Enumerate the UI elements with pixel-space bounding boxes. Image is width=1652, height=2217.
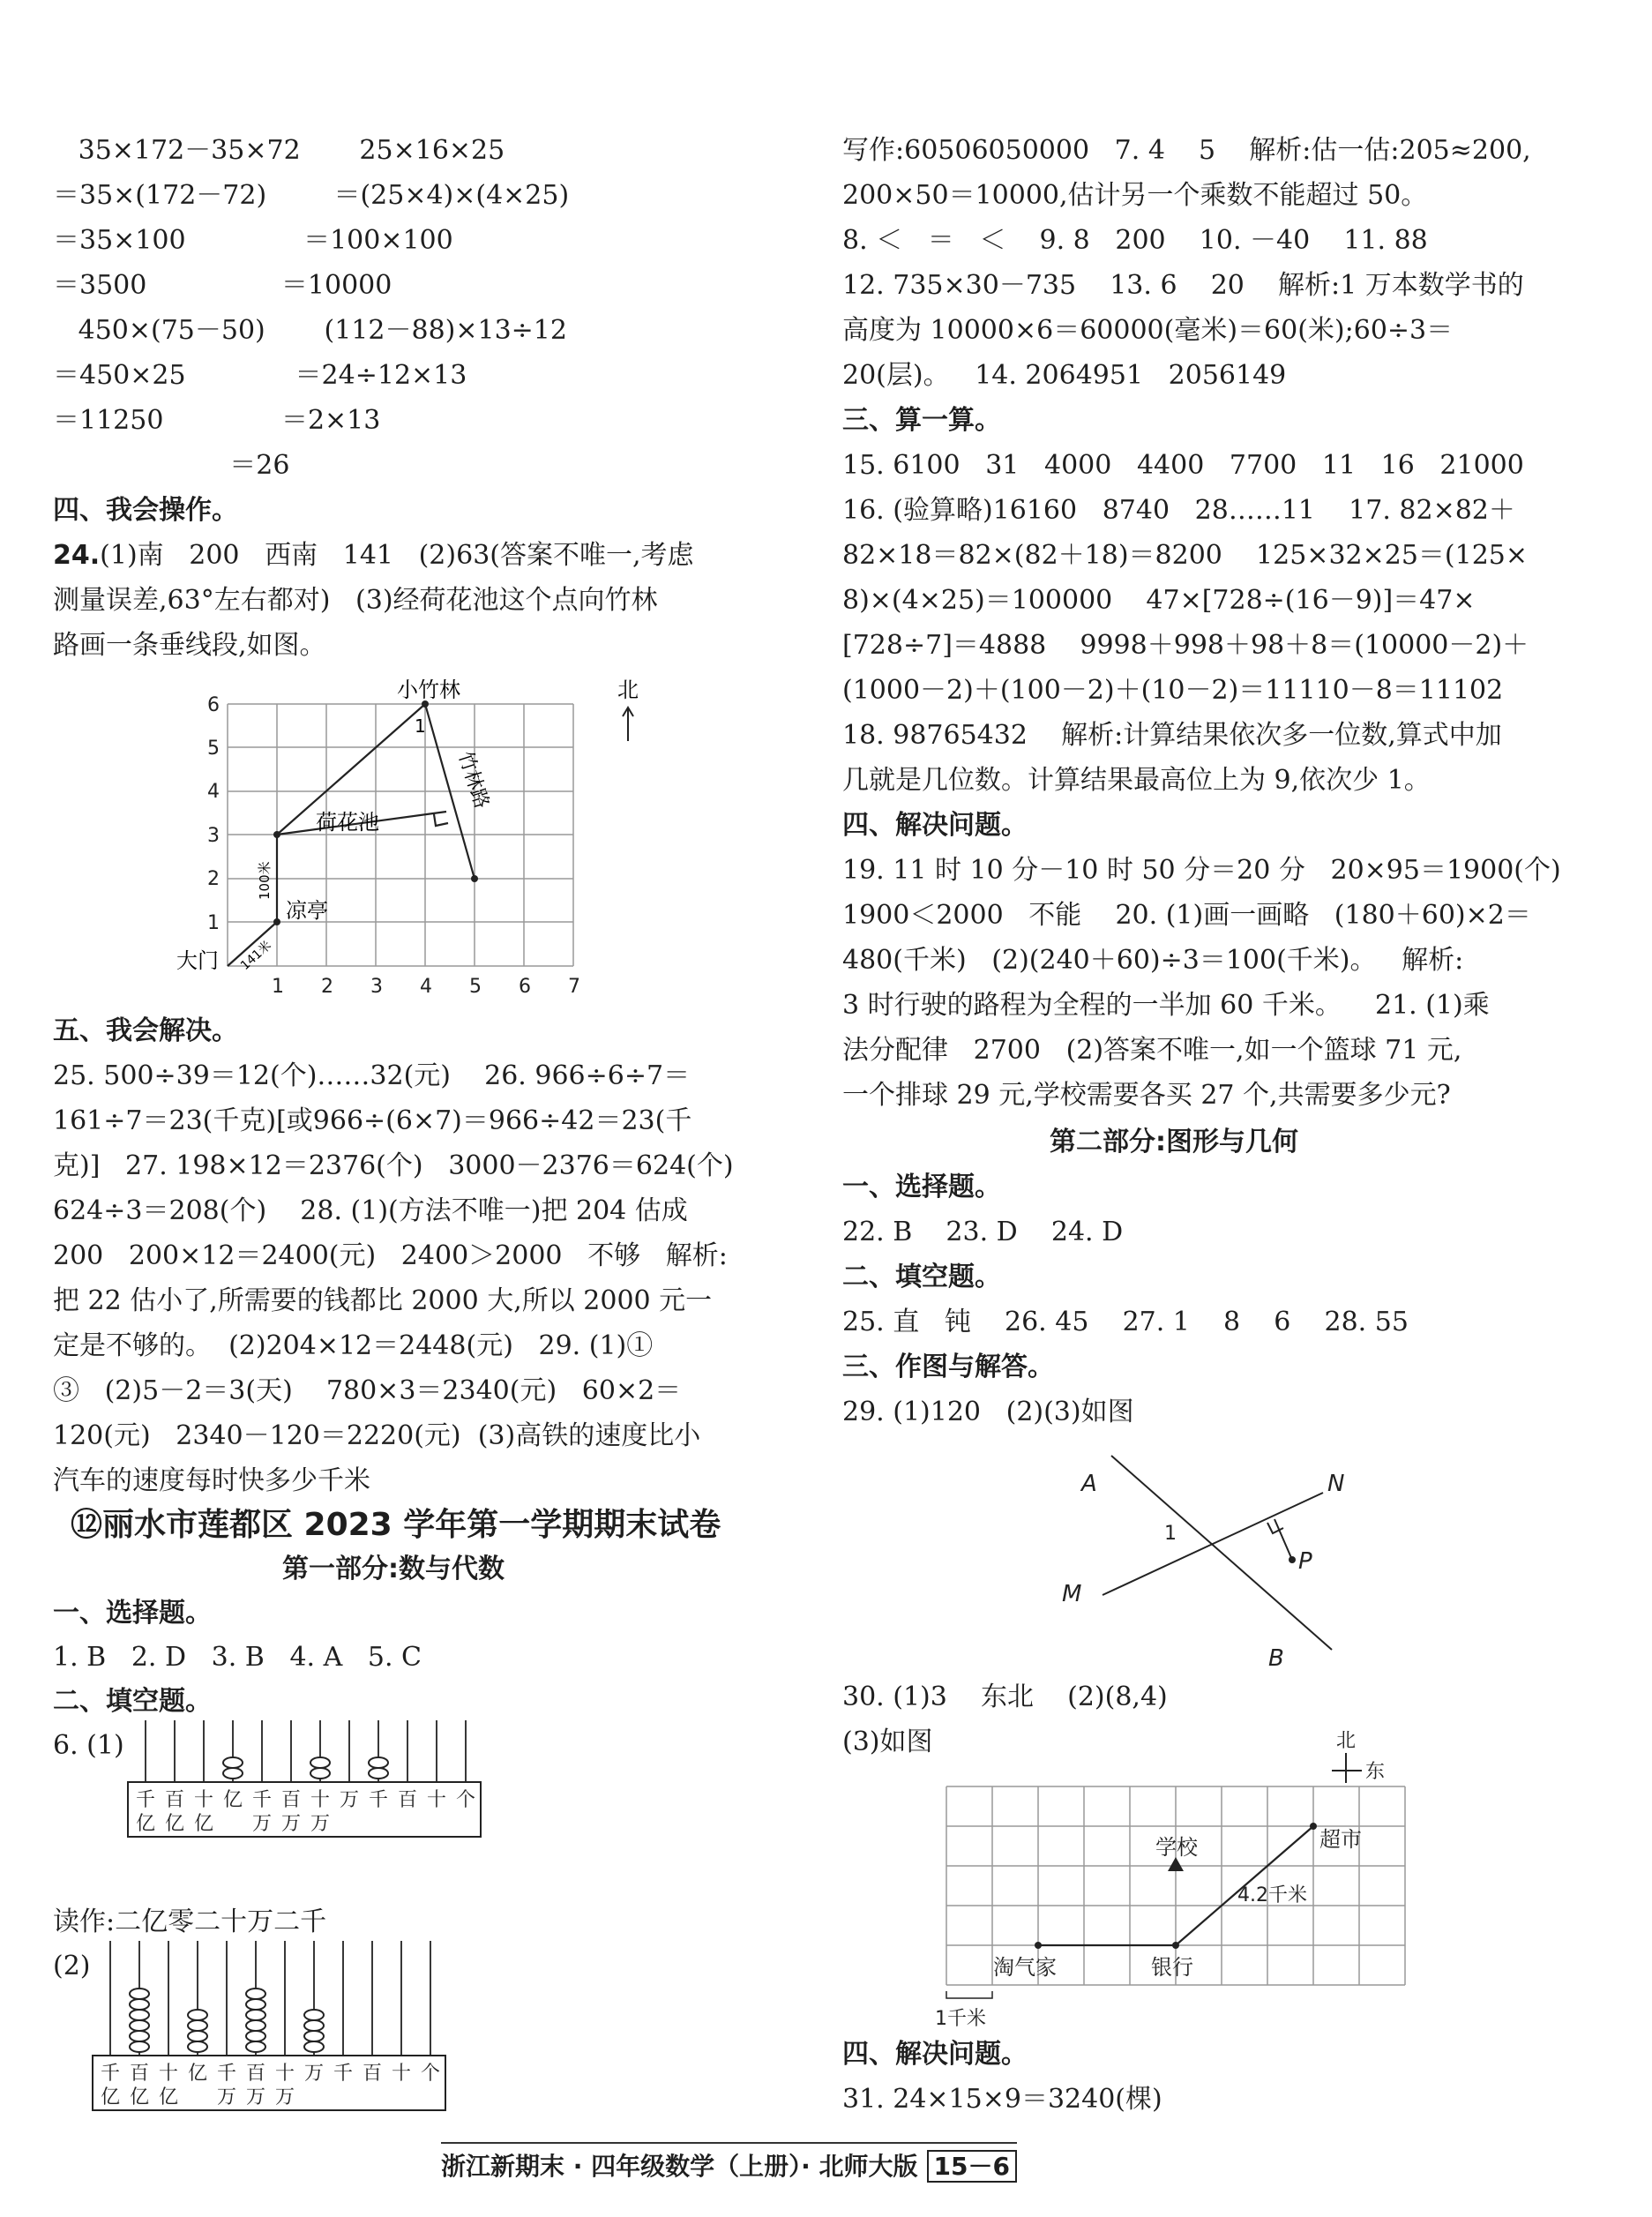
x-tick: 5 xyxy=(469,976,482,998)
place-label: 十 xyxy=(193,1789,214,1811)
answer-line: 15. 6100 31 4000 4400 7700 11 16 21000 xyxy=(842,450,1524,481)
label-road: 竹林路 xyxy=(453,749,493,812)
place-label: 千 xyxy=(368,1789,389,1811)
q31-line: 31. 24×15×9＝3240(棵) xyxy=(842,2084,1162,2115)
q24-line: 路画一条垂线段,如图。 xyxy=(53,630,326,661)
label-a: A xyxy=(1081,1471,1097,1497)
answer-line: 3 时行驶的路程为全程的一半加 60 千米。 21. (1)乘 xyxy=(842,990,1490,1021)
abacus-labels xyxy=(136,1789,475,1835)
place-label: 十 xyxy=(426,1789,447,1811)
exam-title: ⑫丽水市莲都区 2023 学年第一学期期末试卷 xyxy=(71,1507,721,1543)
answer-line: 16. (验算略)16160 8740 28……11 17. 82×82＋ xyxy=(842,495,1515,526)
answer-line: 1900＜2000 不能 20. (1)画一画略 (180＋60)×2＝ xyxy=(842,900,1531,931)
q30-line: 30. (1)3 东北 (2)(8,4) xyxy=(842,1681,1168,1712)
section-heading: 四、我会操作。 xyxy=(53,495,238,526)
label-p: P xyxy=(1298,1548,1312,1575)
answer-line: 8. ＜ ＝ ＜ 9. 8 200 10. －40 11. 88 xyxy=(842,225,1428,256)
point-p xyxy=(1289,1556,1296,1563)
place-label: 千 xyxy=(216,2063,237,2085)
abacus-beads xyxy=(223,1757,388,1779)
place-label: 百 xyxy=(129,2063,150,2085)
section-heading: 二、填空题。 xyxy=(53,1686,212,1717)
place-label: 万 xyxy=(216,2086,237,2108)
section-heading: 五、我会解决。 xyxy=(53,1015,238,1046)
calc-line: ＝35×100 ＝100×100 xyxy=(53,225,453,256)
y-tick: 1 xyxy=(207,912,220,934)
angle-label: 1 xyxy=(415,715,426,737)
y-tick: 6 xyxy=(207,694,220,716)
north-arrow-icon xyxy=(623,708,633,741)
q6-2-label: (2) xyxy=(53,1951,91,1981)
page-footer xyxy=(441,2142,1017,2183)
place-label: 千 xyxy=(251,1789,273,1811)
place-label: 百 xyxy=(362,2063,383,2085)
answer-line: 8)×(4×25)＝100000 47×[728÷(16－9)]＝47× xyxy=(842,585,1476,616)
q24-text: (1)南 200 西南 141 (2)63(答案不唯一,考虑 xyxy=(100,540,694,571)
label-distance: 4.2千米 xyxy=(1237,1884,1307,1906)
place-label: 个 xyxy=(420,2063,441,2085)
q25-line: 把 22 估小了,所需要的钱都比 2000 大,所以 2000 元一 xyxy=(53,1285,713,1316)
answer-line: 一个排球 29 元,学校需要各买 27 个,共需要多少元? xyxy=(842,1080,1451,1111)
q25-line: 161÷7＝23(千克)[或966÷(6×7)＝966÷42＝23(千 xyxy=(53,1105,692,1136)
label-141m: 141米 xyxy=(237,938,274,973)
q25-line: 624÷3＝208(个) 28. (1)(方法不唯一)把 204 估成 xyxy=(53,1195,688,1226)
abacus-labels xyxy=(101,2063,440,2108)
label-pavilion: 凉亭 xyxy=(286,898,328,923)
q24-num: 24. xyxy=(53,540,101,571)
calc-line: ＝3500 ＝10000 xyxy=(53,270,392,301)
q25-line: 200 200×12＝2400(元) 2400＞2000 不够 解析: xyxy=(53,1240,728,1271)
answer-line: 82×18＝82×(82＋18)＝8200 125×32×25＝(125× xyxy=(842,540,1529,571)
place-label: 亿 xyxy=(129,2086,150,2108)
answer-line: (1000－2)＋(100－2)＋(10－2)＝11110－8＝11102 xyxy=(842,675,1504,706)
calc-line: ＝450×25 ＝24÷12×13 xyxy=(53,360,467,391)
label-scale: 1千米 xyxy=(935,2008,986,2030)
footer-title: 浙江新期末 · 四年级数学（上册）· 北师大版 xyxy=(441,2152,918,2181)
north-label: 北 xyxy=(1336,1730,1357,1752)
answer-line: 几就是几位数。计算结果最高位上为 9,依次少 1。 xyxy=(842,765,1431,796)
x-tick: 4 xyxy=(420,976,432,998)
part1-title: 第一部分:数与代数 xyxy=(282,1554,505,1584)
x-tick: 7 xyxy=(568,976,580,998)
label-lotus: 荷花池 xyxy=(316,810,379,835)
answer-line: 18. 98765432 解析:计算结果依次多一位数,算式中加 xyxy=(842,720,1502,751)
abacus-1 xyxy=(123,1720,494,1853)
place-label: 百 xyxy=(397,1789,418,1811)
place-label: 亿 xyxy=(100,2086,121,2108)
answers-choice: 22. B 23. D 24. D xyxy=(842,1217,1124,1247)
section-heading: 三、作图与解答。 xyxy=(842,1352,1054,1382)
q25-line: 25. 500÷39＝12(个)……32(元) 26. 966÷6÷7＝ xyxy=(53,1060,691,1091)
place-label: 万 xyxy=(310,1813,331,1835)
place-label: 十 xyxy=(310,1789,331,1811)
place-label: 万 xyxy=(251,1813,273,1835)
read-as: 读作:二亿零二十万二千 xyxy=(53,1906,327,1937)
place-label: 万 xyxy=(280,1813,302,1835)
place-label: 亿 xyxy=(164,1813,185,1835)
answer-line: 20(层)。 14. 2064951 2056149 xyxy=(842,360,1287,391)
answer-line: [728÷7]＝4888 9998＋998＋98＋8＝(10000－2)＋ xyxy=(842,630,1529,661)
label-naughty: 淘气家 xyxy=(993,1955,1057,1980)
calc-line: ＝26 xyxy=(53,450,290,481)
east-label: 东 xyxy=(1365,1761,1386,1783)
place-label: 个 xyxy=(455,1789,476,1811)
place-label: 千 xyxy=(100,2063,121,2085)
section-heading: 四、解决问题。 xyxy=(842,810,1028,841)
part2-title: 第二部分:图形与几何 xyxy=(1050,1127,1298,1157)
figure-lines xyxy=(1103,1456,1332,1650)
place-label: 亿 xyxy=(222,1789,243,1811)
place-label: 亿 xyxy=(135,1813,156,1835)
place-label: 亿 xyxy=(158,2086,179,2108)
calc-line: 35×172－35×72 25×16×25 xyxy=(53,135,505,166)
page-number: 15－6 xyxy=(927,2150,1017,2183)
y-tick: 5 xyxy=(207,738,220,760)
lines-figure xyxy=(1050,1438,1385,1676)
answer-line: 19. 11 时 10 分－10 时 50 分＝20 分 20×95＝1900(个) xyxy=(842,855,1561,886)
place-label: 万 xyxy=(303,2063,325,2085)
label-n: N xyxy=(1327,1471,1345,1497)
place-label: 十 xyxy=(391,2063,412,2085)
place-label: 十 xyxy=(158,2063,179,2085)
x-tick: 6 xyxy=(519,976,531,998)
section-heading: 四、解决问题。 xyxy=(842,2039,1028,2070)
label-b: B xyxy=(1268,1645,1284,1672)
north-label: 北 xyxy=(617,678,639,702)
place-label: 亿 xyxy=(187,2063,208,2085)
place-label: 百 xyxy=(245,2063,266,2085)
q25-line: 克)] 27. 198×12＝2376(个) 3000－2376＝624(个) xyxy=(53,1150,734,1181)
label-bank: 银行 xyxy=(1151,1955,1193,1980)
answer-line: 高度为 10000×6＝60000(毫米)＝60(米);60÷3＝ xyxy=(842,315,1454,346)
place-label: 十 xyxy=(274,2063,295,2085)
label-gate: 大门 xyxy=(176,948,219,973)
place-label: 万 xyxy=(245,2086,266,2108)
angle-label: 1 xyxy=(1164,1523,1177,1545)
compass-icon xyxy=(1332,1753,1362,1783)
y-tick: 2 xyxy=(207,868,220,890)
abacus-2 xyxy=(88,1941,459,2117)
label-m: M xyxy=(1062,1581,1082,1607)
calc-line: ＝35×(172－72) ＝(25×4)×(4×25) xyxy=(53,180,570,211)
x-tick: 2 xyxy=(321,976,333,998)
figure-labels xyxy=(1062,1471,1344,1672)
scale-bar xyxy=(946,1991,992,1998)
x-tick-labels xyxy=(272,976,580,998)
answer-line: 480(千米) (2)(240＋60)÷3＝100(千米)。 解析: xyxy=(842,945,1464,976)
q25-line: 汽车的速度每时快多少千米 xyxy=(53,1465,370,1496)
q24-line xyxy=(53,539,694,573)
calc-line: 450×(75－50) (112－88)×13÷12 xyxy=(53,315,567,346)
answer-line: 200×50＝10000,估计另一个乘数不能超过 50。 xyxy=(842,180,1428,211)
answers-fill: 25. 直 钝 26. 45 27. 1 8 6 28. 55 xyxy=(842,1307,1409,1337)
y-tick: 3 xyxy=(207,825,220,847)
place-label: 亿 xyxy=(193,1813,214,1835)
label-school: 学校 xyxy=(1155,1835,1198,1860)
y-tick: 4 xyxy=(207,781,220,803)
q30-3-line: (3)如图 xyxy=(842,1726,933,1757)
label-bamboo: 小竹林 xyxy=(397,678,460,702)
place-label: 万 xyxy=(339,1789,360,1811)
calc-line: ＝11250 ＝2×13 xyxy=(53,405,381,436)
place-label: 百 xyxy=(164,1789,185,1811)
q29-line: 29. (1)120 (2)(3)如图 xyxy=(842,1397,1134,1427)
label-market: 超市 xyxy=(1319,1827,1362,1852)
q25-line: 定是不够的。 (2)204×12＝2448(元) 29. (1)① xyxy=(53,1330,654,1361)
map-grid-2 xyxy=(935,1725,1429,2033)
section-heading: 二、填空题。 xyxy=(842,1262,1001,1292)
label-100m: 100米 xyxy=(257,861,273,900)
abacus-rods xyxy=(110,1941,430,2056)
abacus-rods xyxy=(146,1720,466,1782)
q25-line: 120(元) 2340－120＝2220(元) (3)高铁的速度比小 xyxy=(53,1420,701,1451)
x-tick: 1 xyxy=(272,976,284,998)
answer-line: 12. 735×30－735 13. 6 20 解析:1 万本数学书的 xyxy=(842,270,1524,301)
answer-line: 写作:60506050000 7. 4 5 解析:估一估:205≈200, xyxy=(842,135,1531,166)
section-heading: 一、选择题。 xyxy=(53,1598,212,1629)
answer-line: 法分配律 2700 (2)答案不唯一,如一个篮球 71 元, xyxy=(842,1035,1462,1066)
x-tick: 3 xyxy=(370,976,383,998)
place-label: 万 xyxy=(274,2086,295,2108)
place-label: 百 xyxy=(280,1789,302,1811)
q24-line: 测量误差,63°左右都对) (3)经荷花池这个点向竹林 xyxy=(53,585,658,616)
map-grid-1 xyxy=(159,670,653,1006)
place-label: 千 xyxy=(135,1789,156,1811)
section-heading: 一、选择题。 xyxy=(842,1172,1001,1202)
q25-line: ③ (2)5－2＝3(天) 780×3＝2340(元) 60×2＝ xyxy=(53,1375,682,1406)
section-heading: 三、算一算。 xyxy=(842,405,1001,436)
answers-choice: 1. B 2. D 3. B 4. A 5. C xyxy=(53,1642,422,1673)
y-tick-labels xyxy=(207,694,220,934)
q6-label: 6. (1) xyxy=(53,1730,124,1761)
place-label: 千 xyxy=(333,2063,354,2085)
